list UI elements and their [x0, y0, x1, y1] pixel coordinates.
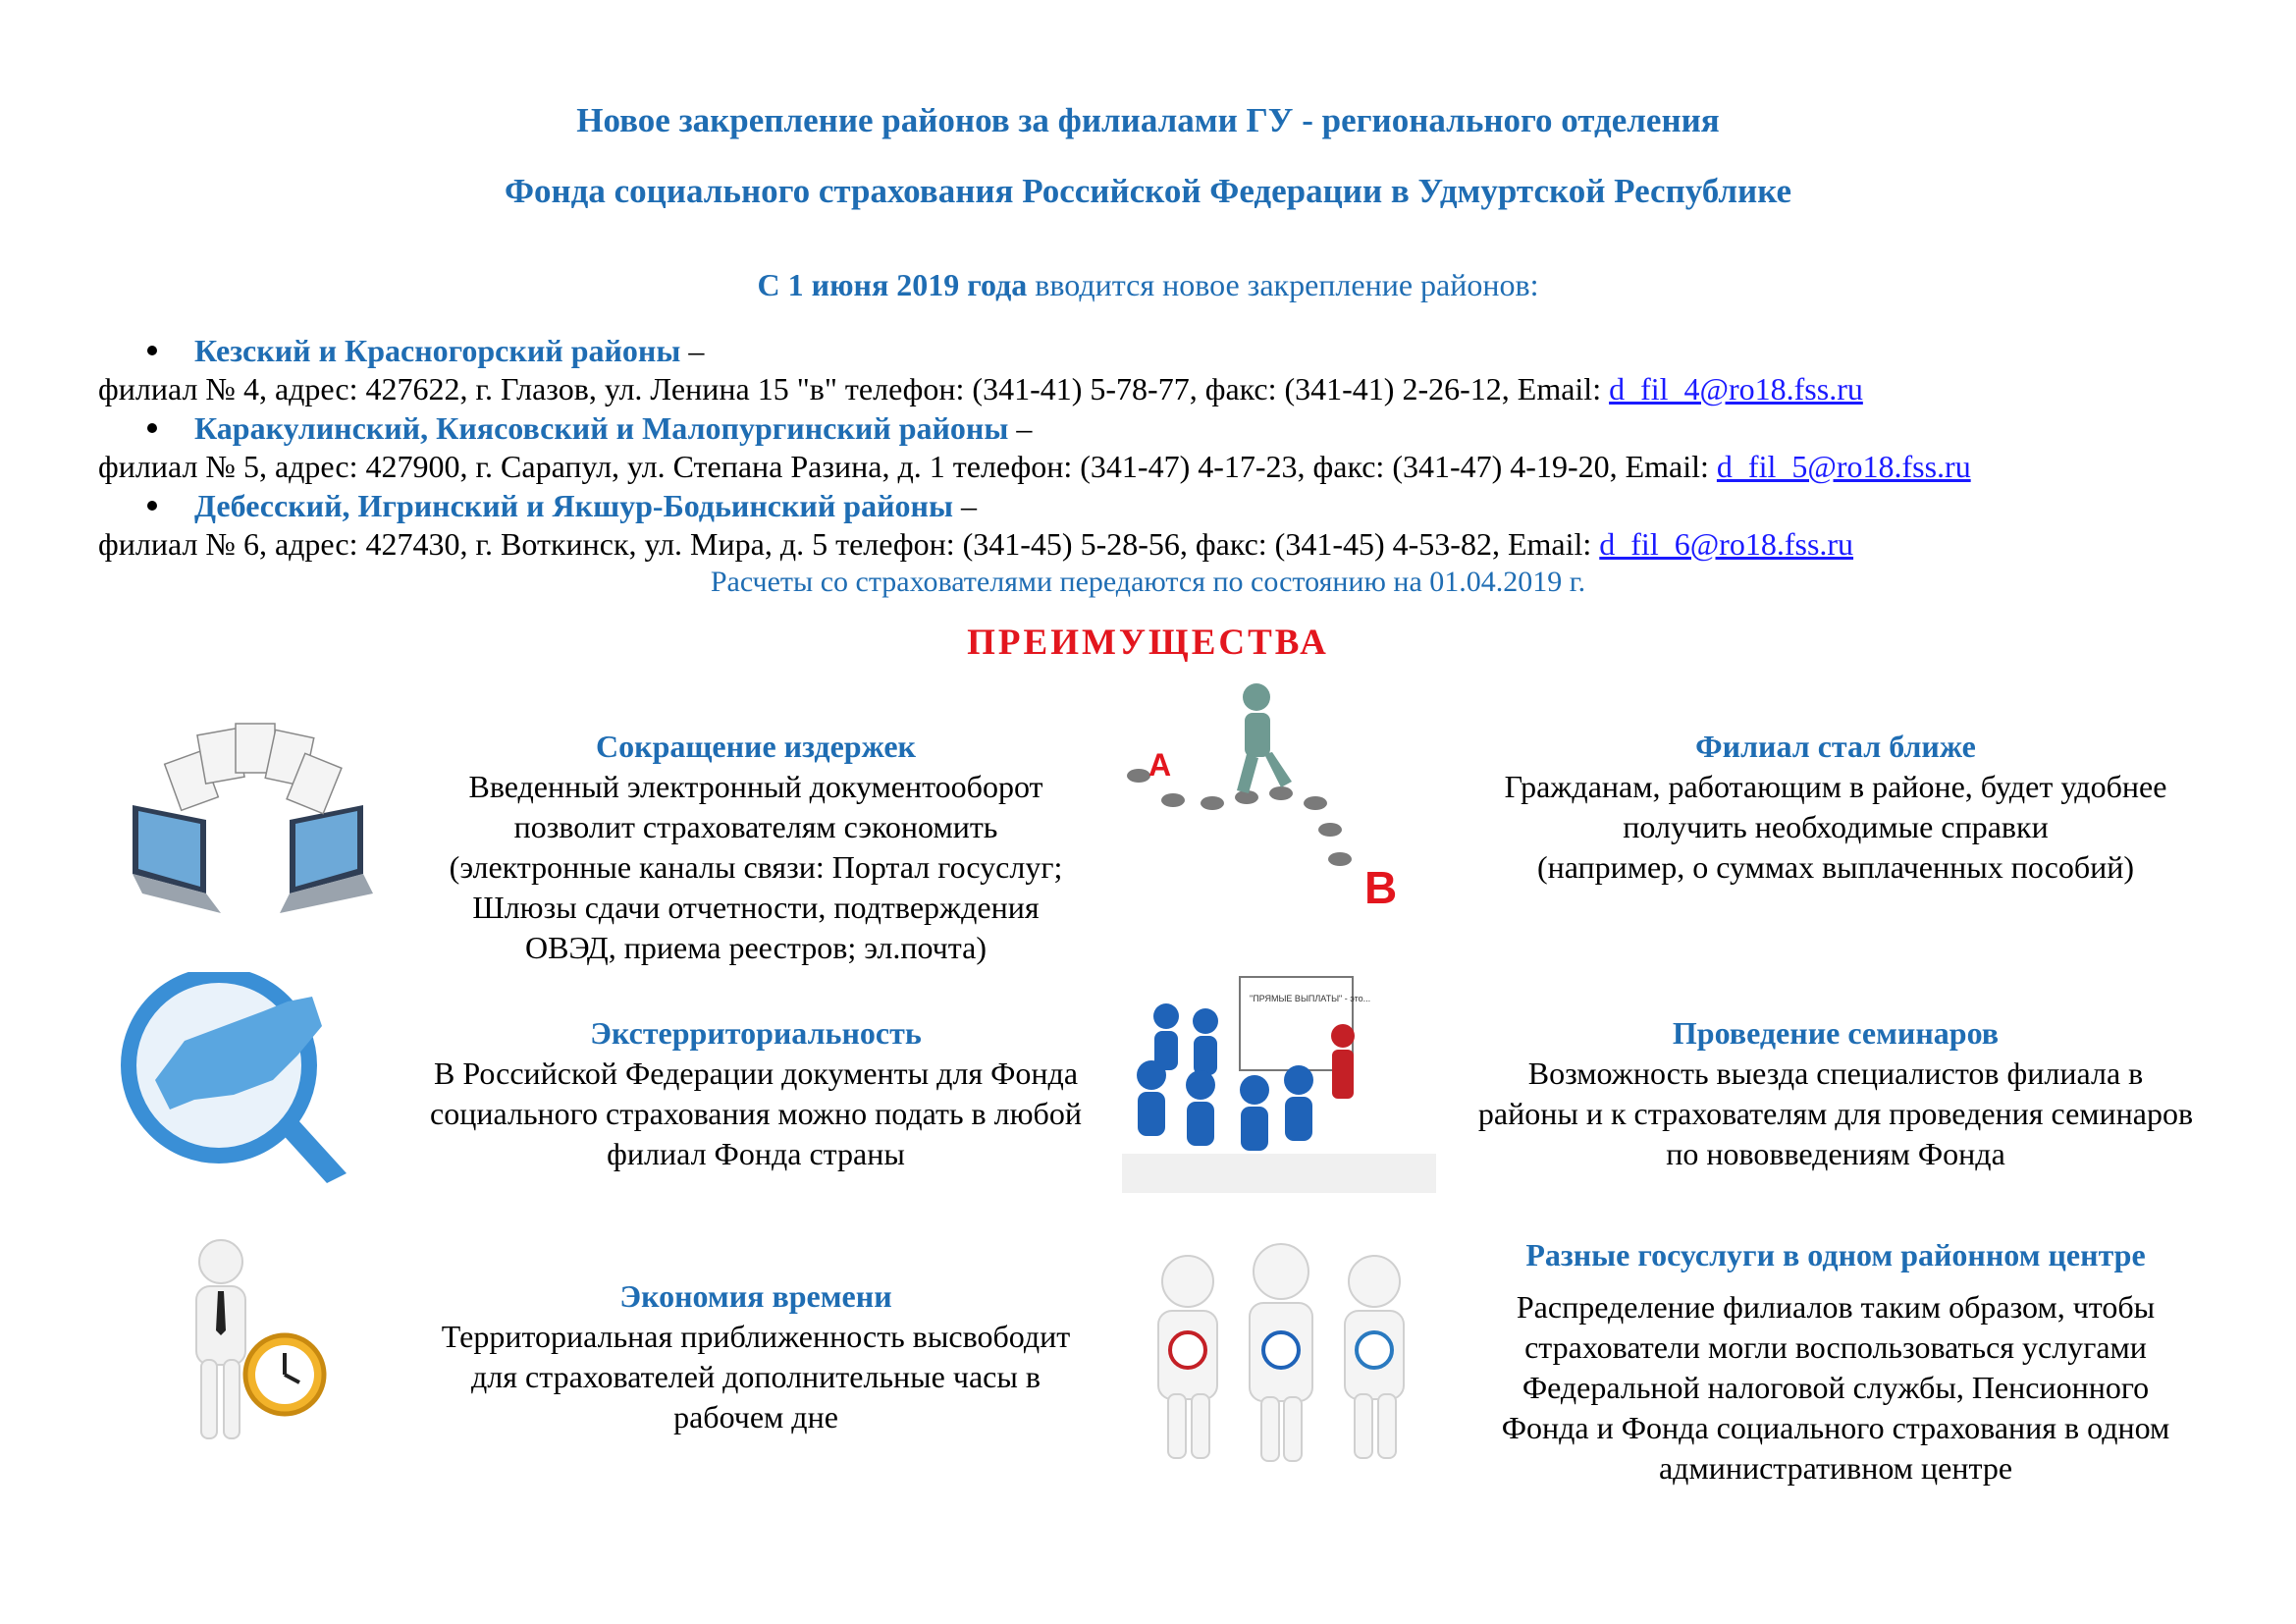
intro-text: вводится новое закрепление районов:	[1027, 267, 1539, 302]
title-line-1: Новое закрепление районов за филиалами ГУ - регионального отделения	[576, 101, 1720, 139]
advantage-services-line: страхователи могли воспользоваться услугами	[1524, 1329, 2147, 1365]
seminar-illustration	[1122, 967, 1436, 1193]
branch-4-address-text: филиал № 4, адрес: 427622, г. Глазов, ул. Ленина 15 "в" телефон: (341-41) 5-78-77, факс: (341-41) 2-26-12, Email:	[98, 371, 1610, 406]
pension-fund-logo-icon	[1170, 1332, 1205, 1368]
advantages-heading: ПРЕИМУЩЕСТВА	[967, 623, 1329, 663]
advantage-seminars-line: районы и к страхователям для проведения семинаров	[1477, 1096, 2194, 1131]
advantage-costs-line: позволит страхователям сэкономить	[513, 809, 998, 844]
branch-6-dash: –	[952, 488, 977, 523]
advantage-extraterritorial-line: В Российской Федерации документы для Фонда	[433, 1056, 1079, 1091]
branch-6-districts-label: Дебесский, Игринский и Якшур-Бодьинский районы	[194, 488, 953, 523]
presenter-icon	[1331, 1024, 1355, 1099]
advantage-services-line: административном центре	[1658, 1450, 2013, 1486]
advantage-time-line: для страхователей дополнительные часы в	[471, 1359, 1041, 1394]
bullet-dot	[147, 346, 157, 355]
branch-4-email-link[interactable]: d_fil_4@ro18.fss.ru	[1609, 371, 1863, 406]
advantage-costs-line: Введенный электронный документооборот	[468, 769, 1043, 804]
advantage-services	[1443, 1235, 2228, 1489]
laptop-right-icon	[280, 805, 373, 913]
advantage-time	[393, 1276, 1119, 1437]
bullet-dot	[147, 501, 157, 511]
advantage-extraterritorial-title: Экстерриториальность	[590, 1015, 922, 1051]
advantage-time-title: Экономия времени	[619, 1278, 892, 1314]
document-exchange-illustration	[113, 712, 388, 938]
branch-4-dash: –	[680, 333, 705, 368]
branch-5-address-text: филиал № 5, адрес: 427900, г. Сарапул, ул. Степана Разина, д. 1 телефон: (341-47) 4-17-23, факс: (341-47) 4-19-20, Email:	[98, 449, 1717, 484]
advantage-costs-line: ОВЭД, приема реестров; эл.почта)	[525, 930, 987, 965]
papers-icon	[165, 724, 342, 814]
man-with-clock-illustration	[167, 1237, 353, 1453]
advantage-seminars-title: Проведение семинаров	[1672, 1015, 2000, 1051]
advantage-closer	[1443, 727, 2228, 888]
advantage-seminars-line: по нововведениям Фонда	[1666, 1136, 2005, 1171]
advantage-services-title: Разные госуслуги в одном районном центре	[1525, 1237, 2146, 1272]
fss-logo-icon	[1263, 1332, 1299, 1368]
a-to-b-illustration	[1119, 677, 1433, 923]
advantage-services-line: Федеральной налоговой службы, Пенсионного	[1522, 1370, 2150, 1405]
advantage-costs-line: Шлюзы сдачи отчетности, подтверждения	[472, 890, 1040, 925]
branch-5-email-link[interactable]: d_fil_5@ro18.fss.ru	[1716, 449, 1971, 484]
tax-service-logo-icon	[1357, 1332, 1392, 1368]
branch-6-districts	[147, 488, 977, 524]
advantage-seminars	[1443, 1013, 2228, 1174]
advantage-closer-line: (например, о суммах выплаченных пособий)	[1536, 849, 2135, 885]
branch-5-districts-label: Каракулинский, Киясовский и Малопургинский районы	[194, 410, 1009, 446]
branch-6-email-link[interactable]: d_fil_6@ro18.fss.ru	[1599, 526, 1854, 562]
advantage-extraterritorial-line: филиал Фонда страны	[607, 1136, 905, 1171]
advantage-closer-line: Гражданам, работающим в районе, будет удобнее	[1504, 769, 2167, 804]
advantage-time-line: рабочем дне	[673, 1399, 838, 1435]
advantage-time-line: Территориальная приближенность высвободит	[441, 1319, 1071, 1354]
advantage-costs	[393, 727, 1119, 968]
branch-5-districts	[147, 410, 1032, 447]
branch-6-address-text: филиал № 6, адрес: 427430, г. Воткинск, ул. Мира, д. 5 телефон: (341-45) 5-28-56, факс: (341-45) 4-53-82, Email:	[98, 526, 1600, 562]
white-man-icon	[196, 1240, 245, 1438]
advantage-seminars-line: Возможность выезда специалистов филиала в	[1527, 1056, 2144, 1091]
branch-4-districts	[147, 333, 704, 369]
advantage-extraterritorial-line: социального страхования можно подать в любой	[430, 1096, 1082, 1131]
bullet-dot	[147, 423, 157, 433]
magnifier-handle-icon	[278, 1119, 347, 1183]
laptop-left-icon	[133, 805, 221, 913]
intro-date: С 1 июня 2019 года	[757, 267, 1028, 302]
walking-person-icon	[1237, 683, 1292, 793]
board-text: "ПРЯМЫЕ ВЫПЛАТЫ" - это...	[1250, 994, 1371, 1003]
three-services-illustration	[1129, 1242, 1433, 1468]
branch-5-address	[98, 449, 1971, 485]
advantage-services-line: Распределение филиалов таким образом, чтобы	[1516, 1289, 2156, 1325]
branch-4-districts-label: Кезский и Красногорский районы	[194, 333, 681, 368]
intro-line	[0, 267, 2296, 303]
label-a: A	[1148, 747, 1172, 783]
branch-5-dash: –	[1008, 410, 1033, 446]
advantage-services-line: Фонда и Фонда социального страхования в одном	[1501, 1410, 2170, 1445]
advantage-costs-title: Сокращение издержек	[596, 729, 916, 764]
advantage-costs-line: (электронные каналы связи: Портал госуслуг;	[449, 849, 1063, 885]
russia-magnifier-illustration	[116, 972, 351, 1183]
advantage-extraterritorial	[393, 1013, 1119, 1174]
branch-6-address	[98, 526, 1853, 563]
branch-4-address	[98, 371, 1863, 407]
label-b: B	[1364, 862, 1398, 913]
advantage-closer-line: получить необходимые справки	[1623, 809, 2049, 844]
title-line-2: Фонда социального страхования Российской Федерации в Удмуртской Республике	[504, 172, 1792, 210]
settlement-note: Расчеты со страхователями передаются по состоянию на 01.04.2019 г.	[710, 566, 1586, 598]
advantage-closer-title: Филиал стал ближе	[1695, 729, 1976, 764]
